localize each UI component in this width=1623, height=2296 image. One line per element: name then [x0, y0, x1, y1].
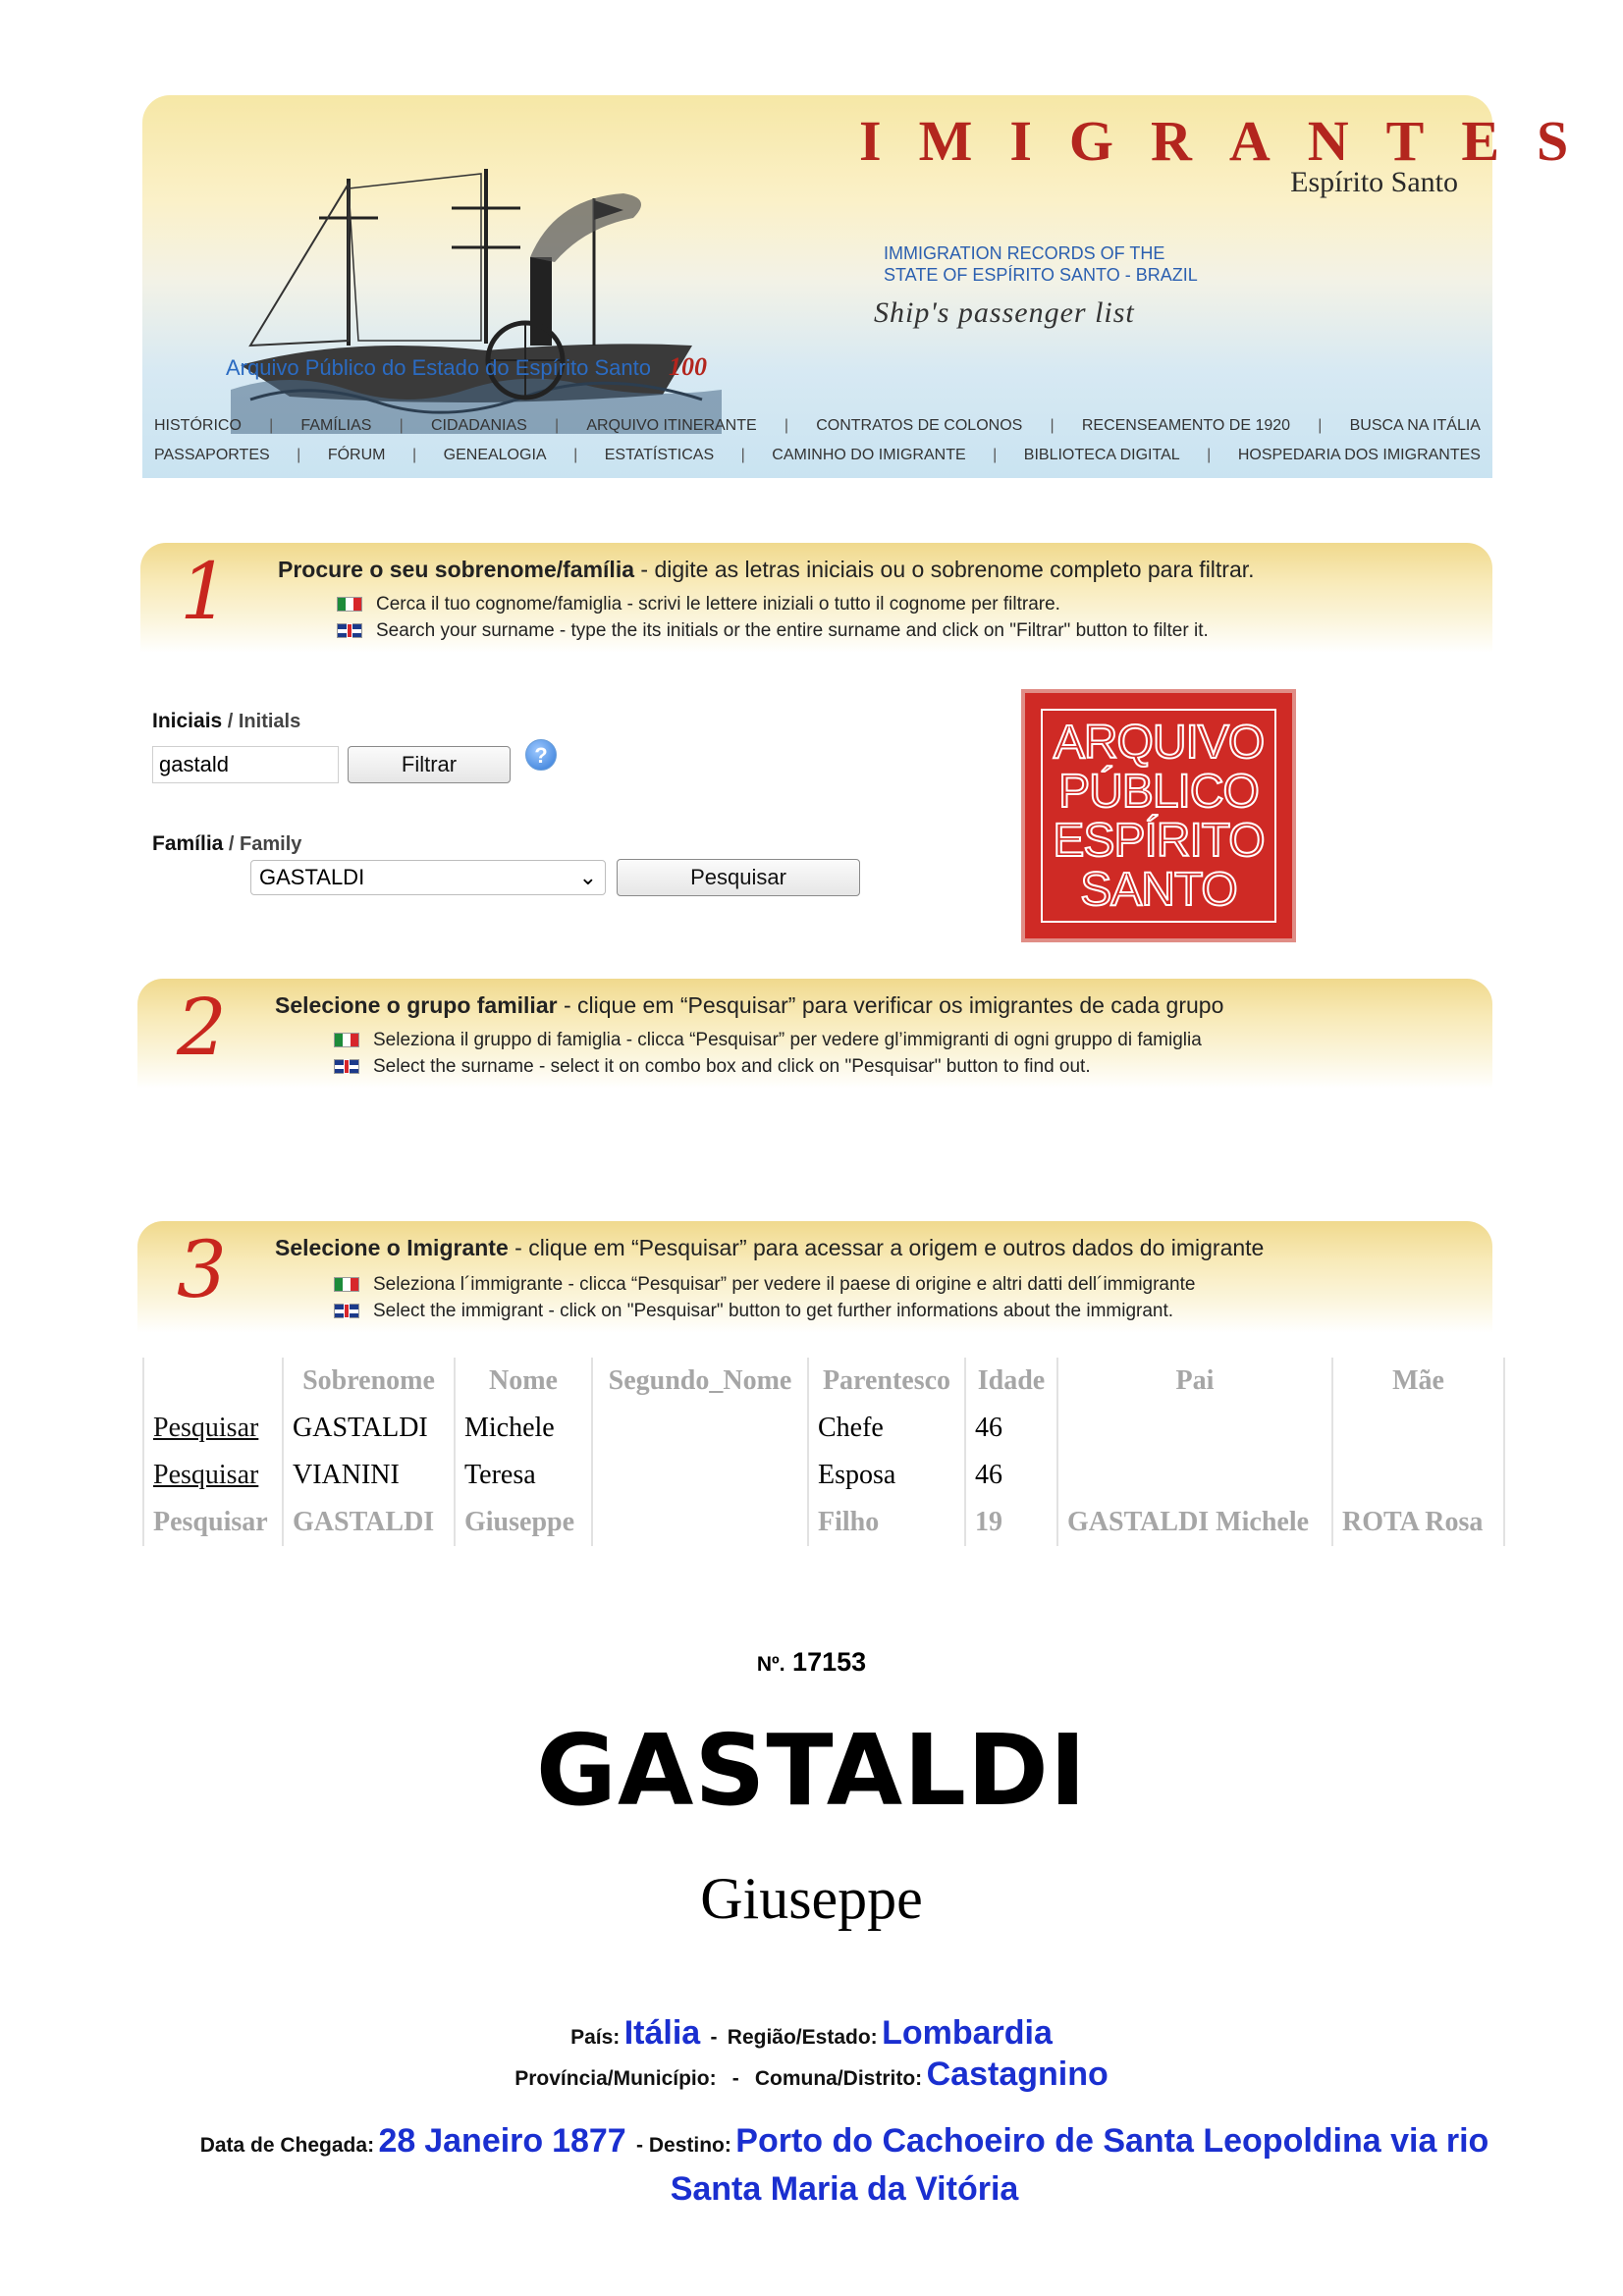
- col-idade: Idade: [965, 1358, 1057, 1405]
- cell-sobrenome: GASTALDI: [283, 1405, 455, 1452]
- nav-forum[interactable]: FÓRUM: [327, 447, 386, 463]
- passenger-list-caption: Ship's passenger list: [874, 296, 1135, 329]
- cell-mae: ROTA Rosa: [1332, 1499, 1504, 1546]
- step-2-en: Select the surname - select it on combo box and click on "Pesquisar" button to find out.: [334, 1056, 1091, 1078]
- cell-nome: Teresa: [455, 1452, 592, 1499]
- step-2-bar: [137, 979, 1492, 1089]
- cell-mae: [1332, 1452, 1504, 1499]
- immigrants-table: [142, 1358, 1505, 1546]
- nav-genealogia[interactable]: GENEALOGIA: [443, 447, 547, 463]
- arrival-block: Data de Chegada: 28 Janeiro 1877 - Destino: Porto do Cachoeiro de Santa Leopoldina via rio Santa Maria da Vitória: [199, 2122, 1489, 2208]
- step-1-number: 1: [180, 546, 230, 637]
- cell-parentesco: Filho: [808, 1499, 965, 1546]
- nav-familias[interactable]: FAMÍLIAS: [300, 417, 372, 434]
- destino-value: Porto do Cachoeiro de Santa Leopoldina via rio Santa Maria da Vitória: [670, 2122, 1489, 2208]
- step-2-title: Selecione o grupo familiar - clique em “Pesquisar” para verificar os imigrantes de cada grupo: [275, 992, 1224, 1018]
- step-1-bar: [140, 543, 1492, 653]
- italy-flag-icon: [334, 1277, 359, 1292]
- nav-estatisticas[interactable]: ESTATÍSTICAS: [604, 447, 715, 463]
- uk-flag-icon: [334, 1304, 359, 1318]
- initials-input[interactable]: gastald: [152, 746, 339, 783]
- ship-illustration-icon: [231, 139, 722, 434]
- arrival-day: 28: [378, 2122, 416, 2160]
- cell-idade: 46: [965, 1405, 1057, 1452]
- cell-sobrenome: GASTALDI: [283, 1499, 455, 1546]
- cell-parentesco: Esposa: [808, 1452, 965, 1499]
- arrival-year: 1877: [552, 2122, 626, 2160]
- step-2-it: Seleziona il gruppo di famiglia - clicca “Pesquisar” per vedere gl’immigranti di ogni gruppo di famiglia: [334, 1030, 1202, 1051]
- nav-busca-italia[interactable]: BUSCA NA ITÁLIA: [1349, 417, 1481, 434]
- table-row: [143, 1452, 1504, 1499]
- cell-pai: [1057, 1452, 1332, 1499]
- nav-cidadanias[interactable]: CIDADANIAS: [430, 417, 527, 434]
- filter-button[interactable]: Filtrar: [348, 746, 511, 783]
- step-3-bar: [137, 1221, 1492, 1333]
- cell-pai: GASTALDI Michele: [1057, 1499, 1332, 1546]
- header-banner: [142, 95, 1606, 478]
- origin-line-1: País: Itália - Região/Estado: Lombardia: [570, 2014, 1053, 2052]
- cell-sobrenome: VIANINI: [283, 1452, 455, 1499]
- cell-segundo-nome: [592, 1499, 808, 1546]
- arquivo-link[interactable]: Arquivo Público do Estado do Espírito Santo 100: [226, 352, 707, 381]
- italy-flag-icon: [334, 1033, 359, 1047]
- arrival-month: Janeiro: [424, 2122, 544, 2160]
- result-surname: GASTALDI: [535, 1713, 1088, 1828]
- pesquisar-link[interactable]: Pesquisar: [143, 1452, 283, 1499]
- nav-passaportes[interactable]: PASSAPORTES: [154, 447, 270, 463]
- record-number: Nº. 17153: [756, 1647, 867, 1677]
- nav-hospedaria[interactable]: HOSPEDARIA DOS IMIGRANTES: [1237, 447, 1481, 463]
- origin-line-2: Província/Município: - Comuna/Distrito: Castagnino: [514, 2056, 1109, 2093]
- cell-segundo-nome: [592, 1405, 808, 1452]
- italy-flag-icon: [337, 597, 362, 612]
- cell-idade: 19: [965, 1499, 1057, 1546]
- cell-parentesco: Chefe: [808, 1405, 965, 1452]
- step-1-en: Search your surname - type the its initials or the entire surname and click on "Filtrar" button to filter it.: [337, 620, 1209, 642]
- family-label: Família / Family: [152, 832, 302, 855]
- site-subtitle: Espírito Santo: [1290, 166, 1458, 198]
- cell-idade: 46: [965, 1452, 1057, 1499]
- col-pai: Pai: [1057, 1358, 1332, 1405]
- nav-caminho[interactable]: CAMINHO DO IMIGRANTE: [772, 447, 966, 463]
- nav-biblioteca[interactable]: BIBLIOTECA DIGITAL: [1023, 447, 1180, 463]
- col-parentesco: Parentesco: [808, 1358, 965, 1405]
- initials-label: Iniciais / Initials: [152, 710, 301, 732]
- nav-arquivo-itinerante[interactable]: ARQUIVO ITINERANTE: [586, 417, 757, 434]
- step-2-number: 2: [177, 982, 227, 1073]
- uk-flag-icon: [337, 623, 362, 638]
- table-row-selected: [143, 1499, 1504, 1546]
- family-select[interactable]: GASTALDI ⌄: [250, 860, 606, 895]
- pais-value: Itália: [623, 2014, 701, 2052]
- records-caption: IMMIGRATION RECORDS OF THE STATE OF ESPÍRITO SANTO - BRAZIL: [884, 243, 1198, 285]
- site-title: IMIGRANTES: [859, 109, 1606, 173]
- result-given-name: Giuseppe: [700, 1866, 923, 1931]
- cell-nome: Giuseppe: [455, 1499, 592, 1546]
- uk-flag-icon: [334, 1059, 359, 1074]
- nav-contratos[interactable]: CONTRATOS DE COLONOS: [816, 417, 1023, 434]
- pesquisar-link[interactable]: Pesquisar: [143, 1405, 283, 1452]
- col-segundo-nome: Segundo_Nome: [592, 1358, 808, 1405]
- nav-row-2: PASSAPORTES | FÓRUM | GENEALOGIA | ESTATÍSTICAS | CAMINHO DO IMIGRANTE | BIBLIOTECA DIGITAL | HOSPEDARIA DOS IMIGRANTES: [154, 447, 1481, 463]
- comuna-value: Castagnino: [926, 2056, 1109, 2093]
- col-mae: Mãe: [1332, 1358, 1504, 1405]
- table-header-row: [143, 1358, 1504, 1405]
- main-nav: [142, 411, 1492, 470]
- col-sobrenome: Sobrenome: [283, 1358, 455, 1405]
- step-3-number: 3: [177, 1224, 227, 1315]
- step-3-en: Select the immigrant - click on "Pesquisar" button to get further informations about the immigrant.: [334, 1301, 1173, 1322]
- table-row: [143, 1405, 1504, 1452]
- cell-pai: [1057, 1405, 1332, 1452]
- pesquisar-link[interactable]: Pesquisar: [143, 1499, 283, 1546]
- col-nome: Nome: [455, 1358, 592, 1405]
- cell-segundo-nome: [592, 1452, 808, 1499]
- step-1-title: Procure o seu sobrenome/família - digite as letras iniciais ou o sobrenome completo para filtrar.: [278, 557, 1255, 582]
- help-icon[interactable]: ?: [525, 739, 557, 771]
- nav-row-1: HISTÓRICO | FAMÍLIAS | CIDADANIAS | ARQUIVO ITINERANTE | CONTRATOS DE COLONOS | RECENSEAMENTO DE 1920 | BUSCA NA ITÁLIA: [154, 417, 1481, 434]
- nav-recenseamento[interactable]: RECENSEAMENTO DE 1920: [1081, 417, 1291, 434]
- search-button[interactable]: Pesquisar: [617, 859, 860, 896]
- chevron-down-icon: ⌄: [578, 865, 597, 889]
- arquivo-publico-logo: ARQUIVO PÚBLICO ESPÍRITO SANTO: [1021, 689, 1296, 942]
- cell-mae: [1332, 1405, 1504, 1452]
- col-action: [143, 1358, 283, 1405]
- step-1-it: Cerca il tuo cognome/famiglia - scrivi le lettere iniziali o tutto il cognome per filtrare.: [337, 594, 1060, 615]
- step-3-it: Seleziona l´immigrante - clicca “Pesquisar” per vedere il paese di origine e altri datti dell´immigrante: [334, 1274, 1195, 1296]
- regiao-value: Lombardia: [882, 2014, 1053, 2052]
- cell-nome: Michele: [455, 1405, 592, 1452]
- nav-historico[interactable]: HISTÓRICO: [154, 417, 242, 434]
- step-3-title: Selecione o Imigrante - clique em “Pesquisar” para acessar a origem e outros dados do imigrante: [275, 1235, 1265, 1260]
